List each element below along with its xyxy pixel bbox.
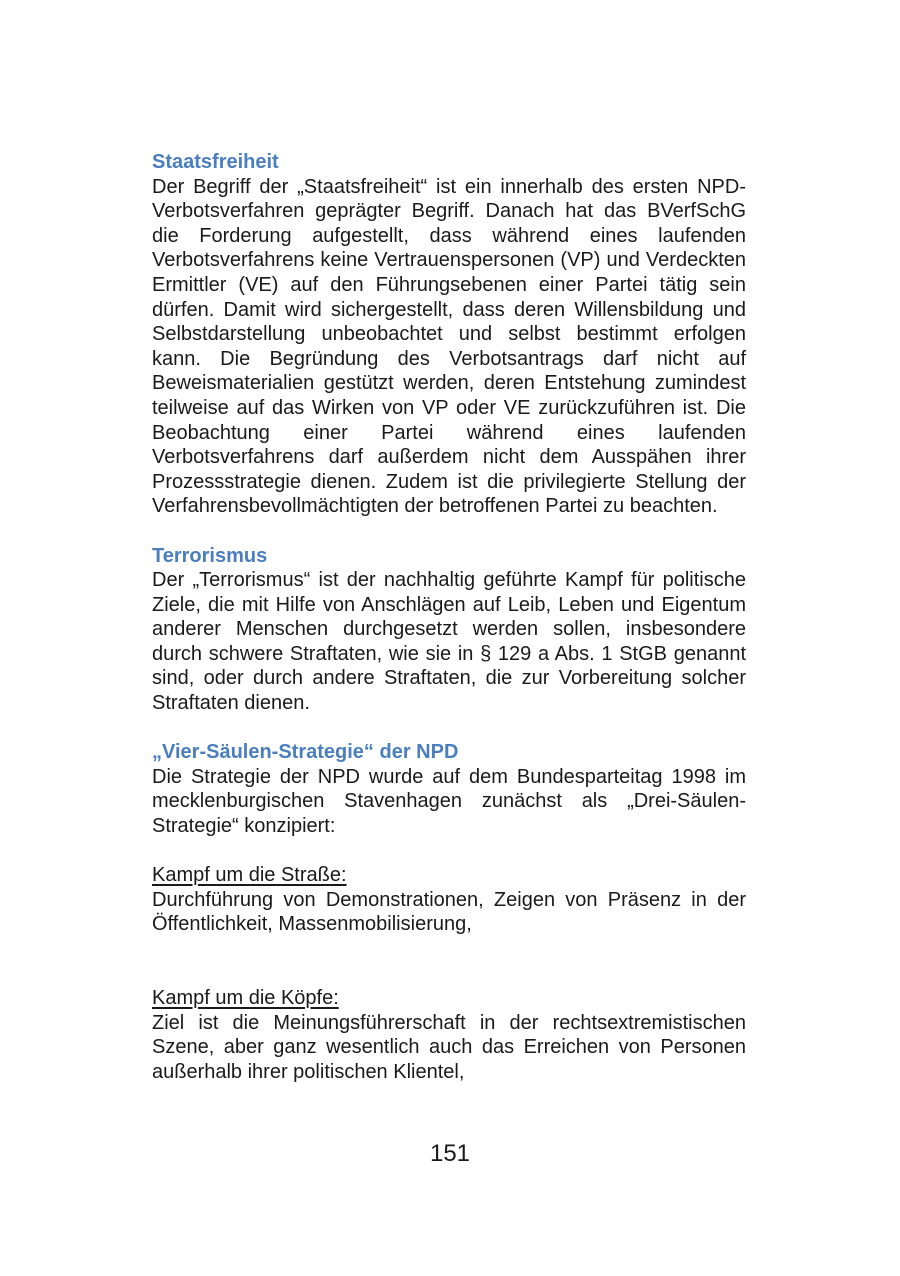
- page-number: 151: [429, 1140, 471, 1167]
- pillar-body: Ziel ist die Meinungsführerschaft in der rechtsextremistischen Szene, aber ganz wesentlich auch das Erreichen von Personen außerhalb ihrer politischen Klientel,: [152, 1011, 746, 1083]
- pillar-strasse: [152, 863, 746, 937]
- pillar-body: Durchführung von Demonstrationen, Zeigen von Präsenz in der Öffentlichkeit, Massenmobilisierung,: [152, 888, 746, 936]
- section-vier-saeulen: [152, 740, 746, 838]
- section-heading: Staatsfreiheit: [152, 151, 279, 173]
- spacer: [152, 716, 746, 741]
- pillar-title: Kampf um die Straße:: [152, 864, 347, 887]
- section-heading: „Vier-Säulen-Strategie“ der NPD: [152, 741, 459, 764]
- section-body: Der Begriff der „Staatsfreiheit“ ist ein innerhalb des ersten NPD-Verbotsverfahren geprägter Begriff. Danach hat das BVerfSchG die Forderung aufgestellt, dass während eines laufenden Verbotsverfahrens keine Vertrauenspersonen (VP) und Verdeckten Ermittler (VE) auf den Führungsebenen einer Partei tätig sein dürfen. Damit wird sichergestellt, dass deren Willensbildung und Selbstdarstellung unbeobachtet und selbst bestimmt erfolgen kann. Die Begründung des Verbotsantrags darf nicht auf Beweismaterialien gestützt werden, deren Entstehung zumindest teilweise auf das Wirken von VP oder VE zurückzuführen ist. Die Beobachtung einer Partei während eines laufenden Verbotsverfahrens darf außerdem nicht dem Ausspähen ihrer Prozessstrategie dienen. Zudem ist die privilegierte Stellung der Verfahrensbevollmächtigten der betroffenen Partei zu beachten.: [152, 175, 746, 518]
- page-content: [152, 150, 746, 1084]
- section-heading: Terrorismus: [152, 544, 268, 567]
- pillar-koepfe: [152, 986, 746, 1084]
- section-staatsfreiheit: [152, 150, 746, 519]
- spacer: [152, 937, 746, 986]
- section-body: Die Strategie der NPD wurde auf dem Bundesparteitag 1998 im mecklenburgischen Stavenhagen zunächst als „Drei-Säulen-Strategie“ konzipiert:: [152, 765, 746, 838]
- spacer: [152, 839, 746, 864]
- section-body: Der „Terrorismus“ ist der nachhaltig geführte Kampf für politische Ziele, die mit Hilfe von Anschlägen auf Leib, Leben und Eigentum anderer Menschen durchgesetzt werden sollen, insbesondere durch schwere Straftaten, wie sie in § 129 a Abs. 1 StGB genannt sind, oder durch andere Straftaten, die zur Vorbereitung solcher Straftaten dienen.: [152, 569, 746, 715]
- spacer: [152, 519, 746, 544]
- section-terrorismus: [152, 544, 746, 716]
- pillar-title: Kampf um die Köpfe:: [152, 987, 339, 1009]
